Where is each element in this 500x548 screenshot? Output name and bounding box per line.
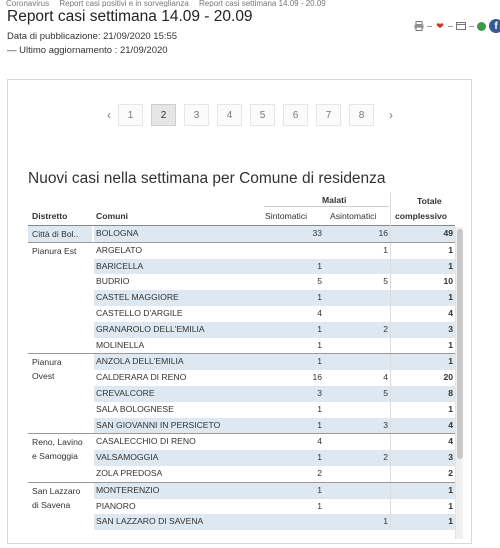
totale-cell: 4 [390,306,455,322]
report-embed [7,79,472,544]
comune-cell: PIANORO [96,500,136,511]
asintomatici-cell: 1 [383,244,388,255]
district-label: Pianura Est [32,245,77,256]
comune-cell: CREVALCORE [94,386,390,402]
totale-cell: 1 [390,259,455,275]
page-button[interactable]: 6 [283,104,308,126]
sintomatici-cell: 1 [317,500,322,511]
table-row[interactable] [28,322,455,338]
totale-cell: 1 [390,338,455,354]
comune-cell: BOLOGNA [94,226,390,242]
asintomatici-cell: 4 [383,372,388,383]
prev-page-icon[interactable]: ‹ [107,108,111,122]
sintomatici-cell: 2 [317,467,322,478]
table-row[interactable] [28,386,455,402]
comune-cell: ANZOLA DELL'EMILIA [94,354,390,370]
totale-cell: 1 [390,499,455,515]
comune-cell: GRANAROLO DELL'EMILIA [94,322,390,338]
comune-cell: CASTELLO D'ARGILE [96,307,183,318]
table-row[interactable] [28,290,455,306]
asintomatici-cell: 1 [383,516,388,527]
table-row[interactable] [28,499,455,515]
header-malati: Malati [322,195,347,205]
header-complessivo: complessivo [395,211,448,221]
sintomatici-cell: 1 [317,323,322,334]
table-body [28,226,455,530]
table-row[interactable] [28,338,455,354]
comune-cell: MOLINELLA [96,339,145,350]
table-row[interactable] [28,402,455,418]
district-label: San Lazzaro di Savena [32,485,81,510]
sintomatici-cell: 16 [312,372,322,383]
cases-table [28,192,455,530]
breadcrumb-item: Report casi settimana 14.09 - 20.09 [199,0,326,7]
totale-cell: 1 [390,243,455,259]
page-button[interactable]: 3 [184,104,209,126]
totale-cell: 20 [390,370,455,386]
totale-cell: 1 [390,290,455,306]
toolbar-divider [427,26,432,27]
comune-cell: CALDERARA DI RENO [96,372,187,383]
asintomatici-cell: 2 [383,323,388,334]
totale-cell: 10 [390,274,455,290]
table-row[interactable] [28,274,455,290]
last-updated: — Ultimo aggiornamento : 21/09/2020 [7,45,168,56]
scrollbar-thumb[interactable] [457,229,463,459]
comune-cell: ZOLA PREDOSA [96,467,163,478]
asintomatici-cell: 5 [383,276,388,287]
comune-cell: VALSAMOGGIA [94,450,390,466]
table-scrollbar[interactable] [455,227,463,539]
page-button[interactable]: 1 [118,104,143,126]
page-button[interactable]: 5 [250,104,275,126]
toolbar-divider [469,26,474,27]
comune-cell: CASTEL MAGGIORE [94,290,390,306]
table-row[interactable] [28,259,455,275]
page-button[interactable]: 4 [217,104,242,126]
header-divider [390,192,391,226]
sintomatici-cell: 1 [317,339,322,350]
comune-cell: MONTERENZIO [94,483,390,499]
next-page-icon[interactable]: › [389,108,393,122]
comune-cell: BARICELLA [94,259,390,275]
comune-cell: SAN LAZZARO DI SAVENA [94,514,390,530]
sintomatici-cell: 1 [317,356,322,367]
totale-cell: 4 [390,418,455,434]
totale-cell: 1 [390,483,455,499]
sintomatici-cell: 1 [317,484,322,495]
table-row[interactable] [28,450,455,466]
sintomatici-cell: 1 [317,403,322,414]
sintomatici-cell: 1 [317,419,322,430]
table-row[interactable] [28,370,455,386]
asintomatici-cell: 5 [383,387,388,398]
sintomatici-cell: 4 [317,436,322,447]
table-row[interactable] [28,354,455,370]
sintomatici-cell: 5 [317,276,322,287]
comune-cell: SAN GIOVANNI IN PERSICETO [94,418,390,434]
table-row[interactable] [28,434,455,450]
breadcrumb [0,0,500,7]
page-button[interactable]: 7 [316,104,341,126]
comune-cell: BUDRIO [96,276,130,287]
header-sintomatici: Sintomatici [265,211,308,221]
sintomatici-cell: 3 [317,387,322,398]
asintomatici-cell: 16 [378,228,388,238]
table-row[interactable] [28,243,455,259]
totale-cell: 2 [390,466,455,482]
header-totale: Totale [417,196,442,206]
heart-icon[interactable]: ❤ [436,21,444,31]
district-group [28,242,455,354]
district-group [28,226,455,242]
asintomatici-cell: 3 [383,419,388,430]
share-toolbar [414,18,500,34]
header-distretto: Distretto [32,211,68,221]
asintomatici-cell: 2 [383,452,388,463]
pagination [100,104,400,126]
district-label: Città di Bol.. [28,226,92,242]
district-label: Pianura Ovest [32,357,62,382]
comune-cell: ARGELATO [96,244,143,255]
totale-cell: 1 [390,514,455,530]
comune-cell: SALA BOLOGNESE [96,403,174,414]
breadcrumb-item[interactable]: Report casi positivi e in sorveglianza [59,0,189,7]
table-row[interactable] [28,514,455,530]
publication-date: Data di pubblicazione: 21/09/2020 15:55 [7,31,178,42]
page-title: Report casi settimana 14.09 - 20.09 [7,8,253,25]
totale-cell: 8 [390,386,455,402]
table-row[interactable] [28,418,455,434]
table-row[interactable] [28,226,455,242]
toolbar-divider [448,26,453,27]
totale-cell: 3 [390,450,455,466]
print-icon[interactable] [414,21,424,31]
window-icon[interactable] [456,21,466,31]
sintomatici-cell: 1 [317,452,322,463]
page-list [118,104,382,126]
sintomatici-cell: 1 [317,292,322,303]
district-group [28,433,455,481]
district-group [28,353,455,433]
header-comuni: Comuni [96,211,128,221]
green-dot-icon[interactable] [477,22,486,31]
sintomatici-cell: 1 [317,260,322,271]
table-title: Nuovi casi nella settimana per Comune di residenza [28,170,386,187]
table-row[interactable] [28,306,455,322]
sintomatici-cell: 33 [312,228,322,238]
totale-cell: 1 [390,354,455,370]
sintomatici-cell: 4 [317,307,322,318]
table-row[interactable] [28,466,455,482]
page-button[interactable]: 8 [349,104,374,126]
breadcrumb-item[interactable]: Coronavirus [6,0,50,7]
page-button[interactable]: 2 [151,104,176,126]
table-row[interactable] [28,483,455,499]
facebook-icon[interactable]: f [489,19,500,33]
totale-cell: 1 [390,402,455,418]
header-asintomatici: Asintomatici [330,211,377,221]
comune-cell: CASALECCHIO DI RENO [96,436,196,447]
district-group [28,482,455,530]
header-divider [264,206,389,207]
totale-cell: 49 [390,226,455,242]
table-header [28,192,455,226]
totale-cell: 4 [390,434,455,450]
district-label: Reno, Lavino e Samoggia [32,437,83,462]
totale-cell: 3 [390,322,455,338]
